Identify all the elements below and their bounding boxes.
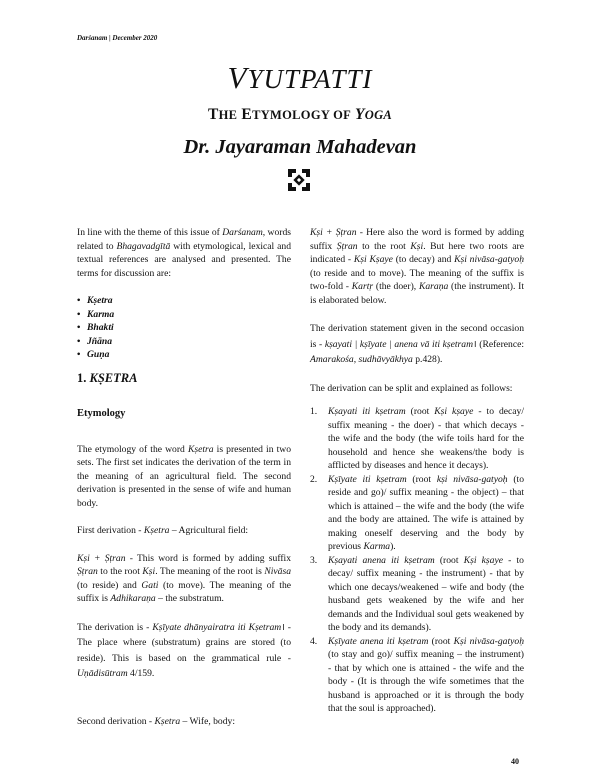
subtitle-part: TYMOLOGY OF: [252, 108, 352, 122]
italic-term: Kartṛ: [351, 281, 374, 292]
text-run: - to decay/ suffix meaning - the doer) - that which decays - the wife and the body (the wife toils hard for the household and hence she weakens/the body is afflicted by diseases and hence it decays).: [328, 406, 525, 471]
italic-term: Kṣīyate iti kṣetram: [328, 473, 407, 485]
italic-term: kṣi nivāsa-gatyoḥ: [436, 473, 508, 485]
text-run: । - The place where (substratum) grains are stored (to reside). This is based on the grammatical rule -: [77, 621, 291, 664]
italic-term: Kṣi kṣaye: [463, 554, 503, 566]
text-run: to the root: [97, 566, 143, 577]
text-run: – Wife, body:: [180, 715, 235, 727]
text-run: , words related to: [77, 227, 291, 252]
italic-term: Amarakośa, sudhāvyākhya: [310, 354, 413, 365]
root-paragraph: [310, 226, 524, 307]
text-run: - Here also the word is formed by adding suffix: [310, 227, 524, 252]
list-text: [328, 474, 524, 553]
term-item: • Guṇa: [77, 348, 291, 362]
italic-term: Kṣīyate anena iti kṣetram: [328, 635, 429, 647]
left-column: [77, 226, 291, 728]
list-text: [328, 406, 524, 471]
italic-term: Kṣayati iti kṣetram: [328, 406, 406, 417]
list-text: [328, 555, 524, 634]
text-run: The derivation statement given in the second occasion is -: [310, 323, 524, 350]
article-subtitle: [0, 106, 600, 124]
text-run: (root: [434, 554, 464, 566]
text-run: (root: [428, 635, 454, 647]
italic-term: Nivāsa: [264, 566, 292, 577]
page-number: 40: [511, 757, 519, 766]
intro-paragraph: [77, 226, 291, 280]
text-run: – the substratum.: [155, 593, 224, 604]
text-run: p.428).: [412, 354, 443, 365]
text-run: . But here two roots are indicated -: [310, 240, 524, 265]
text-run: The derivation can be split and explained as follows:: [310, 382, 513, 394]
term-item: • Karma: [77, 308, 291, 322]
derivation-list: [310, 405, 524, 716]
italic-term: Ṣṭran: [77, 566, 98, 577]
text-run: The derivation is -: [77, 621, 153, 633]
derivation-paragraph: [77, 620, 291, 682]
list-item: [310, 405, 524, 473]
italic-term: Kṣi nivāsa-gatyoḥ: [453, 635, 524, 647]
text-run: is presented in two sets. The first set indicates the derivation of the term in the meaning of an agricultural field. The second derivation is presented in the sense of wife and human body.: [77, 443, 292, 509]
list-text: [328, 636, 524, 715]
term-item: • Jñāna: [77, 335, 291, 349]
list-number: 4.: [310, 635, 318, 647]
title-rest: YUTPATTI: [247, 64, 373, 94]
split-paragraph: [310, 382, 524, 396]
text-run: (root: [406, 473, 437, 485]
subheading-etymology: Etymology: [77, 408, 126, 419]
subtitle-part: Y: [351, 106, 365, 123]
italic-term: Gati: [141, 579, 159, 591]
italic-term: kṣayati | kṣīyate | anena vā iti kṣetram: [324, 338, 474, 350]
italic-term: Bhagavadgītā: [116, 240, 171, 252]
subtitle-part: T: [207, 106, 219, 123]
text-run: - This word is formed by adding suffix: [125, 552, 292, 564]
text-run: First derivation -: [77, 525, 144, 536]
text-run: (to reside) and: [77, 579, 142, 591]
list-item: [310, 473, 524, 554]
italic-term: Kṣīyate dhānyairatra iti Kṣetram: [152, 621, 282, 633]
text-run: – Agricultural field:: [169, 525, 249, 536]
section-title: KṢETRA: [89, 370, 138, 385]
text-run: (to reside and go)/ suffix meaning - the object) – that which is attained – the wife and the body (the wife and the body are attained. The wife is attained by making oneself deserving and the body by previous: [328, 473, 524, 552]
italic-term: Kṣetra: [143, 525, 170, 536]
italic-term: Darśanam: [222, 227, 263, 238]
text-run: 4/159.: [127, 668, 155, 679]
text-run: (to reside and to move). The meaning of the suffix is two-fold -: [310, 267, 524, 292]
text-run: (root: [405, 406, 435, 417]
subtitle-part: HE: [218, 108, 238, 122]
text-run: In line with the theme of this issue of: [77, 227, 223, 238]
etymology-paragraph: [77, 443, 291, 511]
text-run: to the root: [357, 240, 411, 252]
section-heading: [77, 372, 291, 386]
right-column: [310, 226, 524, 716]
text-run: (to move). The meaning of the suffix is: [77, 579, 291, 604]
list-number: 3.: [310, 554, 318, 566]
italic-term: Ṣṭran: [336, 240, 358, 252]
text-run: . The meaning of the root is: [155, 566, 265, 577]
text-run: with etymological, lexical and textual references are analysed and presented. The terms for discussion are:: [77, 240, 292, 279]
author-name: Dr. Jayaraman Mahadevan: [183, 136, 417, 158]
italic-term: Kṣi nivāsa-gatyoḥ: [454, 254, 524, 265]
term-list: [77, 294, 291, 362]
quatrefoil-ornament-icon: [287, 168, 311, 192]
list-number: 2.: [310, 473, 318, 485]
italic-term: Kṣetra: [187, 443, 214, 455]
running-head: Darśanam | December 2020: [77, 34, 158, 42]
italic-term: Karaṇa: [418, 281, 449, 292]
italic-term: Kṣi: [142, 566, 156, 577]
ksi-stran-paragraph: [77, 552, 291, 606]
text-run: (the instrument). It is elaborated below.: [310, 281, 524, 306]
subtitle-part: OGA: [364, 108, 393, 122]
first-derivation-heading: [77, 524, 291, 538]
italic-term: Kṣayati anena iti kṣetram: [328, 554, 435, 566]
article-title: [0, 60, 600, 96]
italic-term: Kṣetra: [154, 715, 181, 727]
italic-term: Adhikaraṇa: [110, 593, 156, 604]
term-item: • Kṣetra: [77, 294, 291, 308]
text-run: - to decay/ suffix meaning - the instrument) - that by which one decays/weakened – wife and body (the husband gets weakened by the wife and her demands and the Individual soul gets weakened by the body and its demands).: [328, 554, 524, 633]
italic-term: Kṣi + Ṣṭran: [310, 227, 357, 238]
text-run: । (Reference:: [473, 338, 524, 350]
statement-paragraph: [310, 321, 524, 368]
italic-term: Uṇādisūtram: [77, 668, 128, 679]
term-item: • Bhakti: [77, 321, 291, 335]
italic-term: Kṣi + Ṣṭran: [77, 552, 126, 564]
list-item: [310, 635, 524, 716]
text-run: The etymology of the word: [77, 443, 188, 455]
list-number: 1.: [310, 406, 318, 417]
text-run: (the doer),: [373, 281, 419, 292]
italic-term: Kṣi: [410, 240, 424, 252]
text-run: Second derivation -: [77, 715, 155, 727]
title-initial: V: [227, 60, 248, 95]
text-run: (to stay and go)/ suffix meaning – the instrument) - that by which one is attained - the wife and the body - (It is through the wife sometimes that the husband is approached or it is through the body that the soul is approached).: [328, 649, 524, 714]
text-run: (to decay) and: [392, 254, 455, 265]
list-item: [310, 554, 524, 635]
italic-term: Karma: [363, 541, 391, 552]
subtitle-part: E: [237, 106, 253, 123]
italic-term: Kṣi kṣaye: [434, 406, 474, 417]
text-run: ).: [390, 541, 396, 552]
italic-term: Kṣi Kṣaye: [353, 254, 393, 265]
section-number: 1.: [77, 370, 87, 385]
second-derivation-heading: [77, 715, 291, 729]
